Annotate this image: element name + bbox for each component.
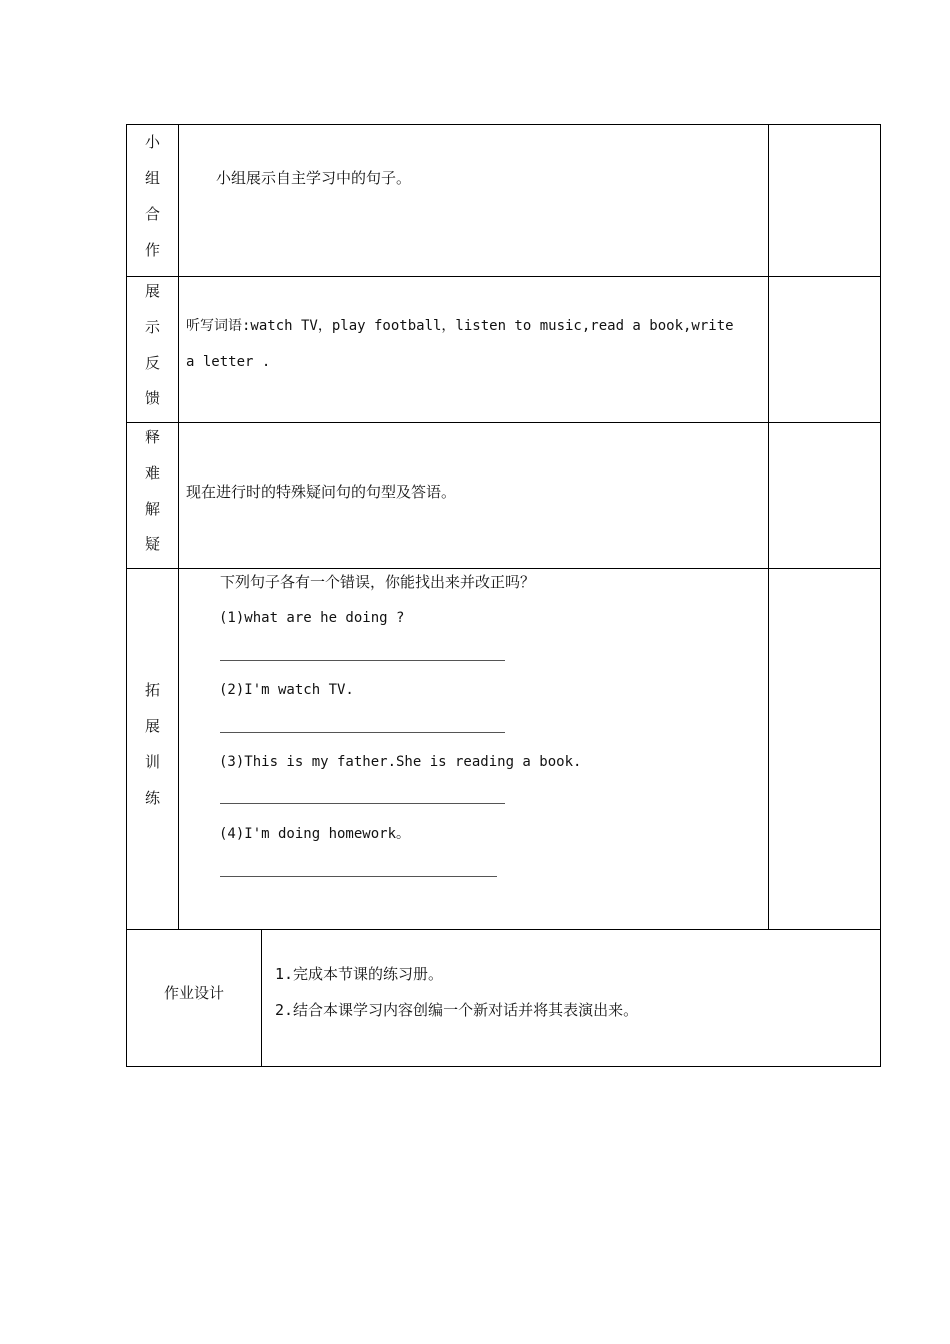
section-label xyxy=(127,569,178,929)
label-char: 组 xyxy=(144,169,160,187)
column-divider xyxy=(178,277,179,422)
label-char: 练 xyxy=(144,789,160,807)
exercise-item: (1)what are he doing ? xyxy=(219,610,405,626)
exercise-item: (4)I'm doing homework。 xyxy=(219,826,411,842)
column-divider xyxy=(768,277,769,422)
column-divider xyxy=(768,569,769,929)
homework-item: 1.完成本节课的练习册。 xyxy=(275,965,444,983)
homework-label: 作业设计 xyxy=(163,984,224,1002)
label-char: 反 xyxy=(144,354,160,372)
exercise-item: (2)I'm watch TV. xyxy=(219,682,354,698)
column-divider xyxy=(178,423,179,568)
label-char: 训 xyxy=(144,753,160,771)
section-label xyxy=(127,125,178,276)
exercise-intro: 下列句子各有一个错误，你能找出来并改正吗？ xyxy=(220,573,536,591)
section-difficulties xyxy=(126,422,881,568)
label-char: 疑 xyxy=(144,535,160,553)
label-char: 拓 xyxy=(144,681,160,699)
label-char: 解 xyxy=(144,500,160,518)
section-extension-practice xyxy=(126,568,881,929)
label-char: 作 xyxy=(144,241,160,259)
answer-blank[interactable] xyxy=(220,732,505,733)
section-group-cooperation xyxy=(126,124,881,276)
label-char: 合 xyxy=(144,205,160,223)
label-char: 小 xyxy=(144,133,160,151)
section-label xyxy=(127,423,178,568)
column-divider xyxy=(768,125,769,276)
answer-blank[interactable] xyxy=(220,660,505,661)
section-text: 听写词语:watch TV，play football，listen to music,read a book,write xyxy=(186,318,734,334)
column-divider xyxy=(768,423,769,568)
column-divider xyxy=(178,125,179,276)
homework-item: 2.结合本课学习内容创编一个新对话并将其表演出来。 xyxy=(275,1001,639,1019)
section-text: a letter . xyxy=(186,354,271,370)
answer-blank[interactable] xyxy=(220,876,497,877)
answer-blank[interactable] xyxy=(220,803,505,804)
section-text: 现在进行时的特殊疑问句的句型及答语。 xyxy=(186,483,457,501)
section-text: 小组展示自主学习中的句子。 xyxy=(216,169,412,187)
label-char: 示 xyxy=(144,318,160,336)
label-char: 释 xyxy=(144,428,160,446)
section-homework xyxy=(126,929,881,1067)
label-char: 馈 xyxy=(144,389,160,407)
section-label xyxy=(127,277,178,422)
column-divider xyxy=(261,930,262,1066)
label-char: 展 xyxy=(144,282,160,300)
label-char: 难 xyxy=(144,464,160,482)
label-char: 展 xyxy=(144,717,160,735)
exercise-item: (3)This is my father.She is reading a book. xyxy=(219,754,582,770)
column-divider xyxy=(178,569,179,929)
section-feedback xyxy=(126,276,881,422)
